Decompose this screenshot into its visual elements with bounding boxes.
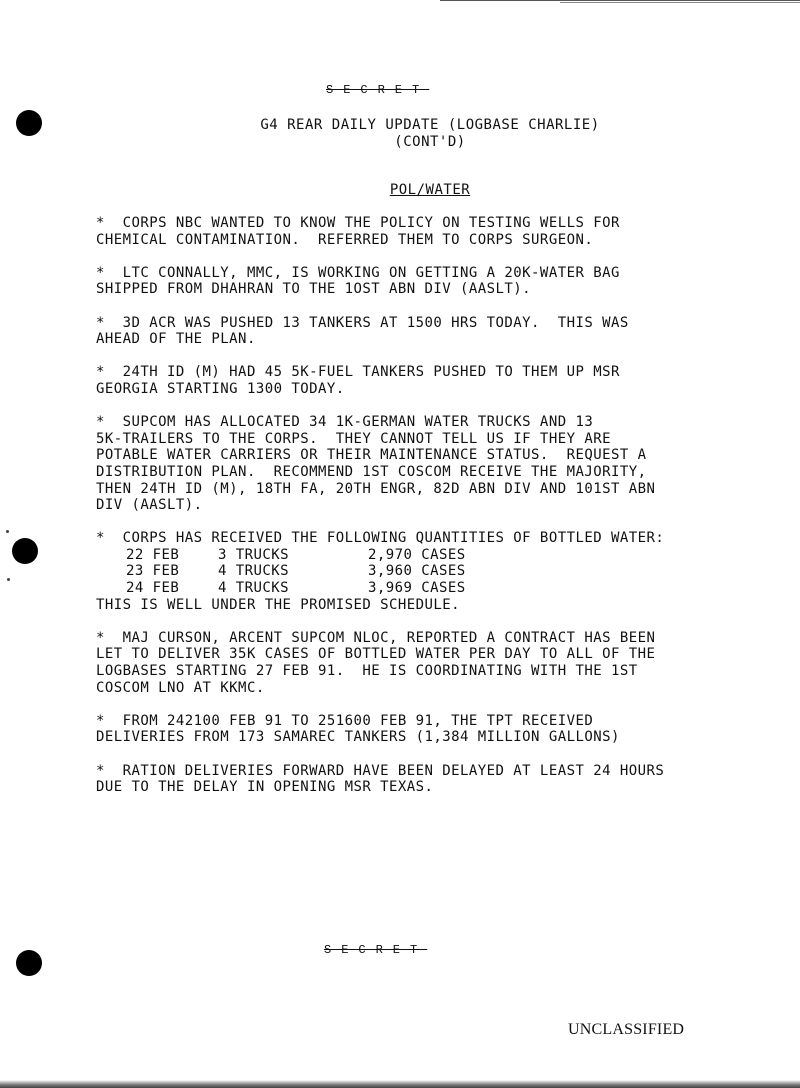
document-body: [96, 215, 756, 812]
bottled-water-intro: * CORPS HAS RECEIVED THE FOLLOWING QUANTITIES OF BOTTLED WATER:: [96, 530, 665, 547]
punch-hole-icon: [12, 538, 38, 564]
scan-speck: [7, 578, 10, 581]
classification-marking-top: SECRET: [326, 83, 430, 97]
water-trucks: 4 TRUCKS: [218, 563, 290, 580]
paragraph-supcom-trucks: * SUPCOM HAS ALLOCATED 34 1K-GERMAN WATER TRUCKS AND 13 5K-TRAILERS TO THE CORPS. THEY CANNOT TELL US IF THEY ARE POTABLE WATER CARRIERS OR THEIR MAINTENANCE STATUS. REQUEST A DISTRIBUTION PLAN. RECOMMEND 1ST COSCOM RECEIVE THE MAJORITY, THEN 24TH ID (M), 18TH FA, 20TH ENGR, 82D ABN DIV AND 101ST ABN DIV (AASLT).: [96, 414, 656, 514]
footer-marking: UNCLASSIFIED: [568, 1021, 685, 1038]
paragraph-24th-id: * 24TH ID (M) HAD 45 5K-FUEL TANKERS PUSHED TO THEM UP MSR GEORGIA STARTING 1300 TODAY.: [96, 364, 620, 397]
document-title-cont: (CONT'D): [394, 134, 466, 150]
water-cases: 2,970 CASES: [368, 546, 466, 563]
water-date: 23 FEB: [126, 563, 180, 580]
table-row: [96, 580, 466, 597]
paragraph-tpt-deliveries: * FROM 242100 FEB 91 TO 251600 FEB 91, THE TPT RECEIVED DELIVERIES FROM 173 SAMAREC TANKERS (1,384 MILLION GALLONS): [96, 712, 620, 746]
table-row: [96, 563, 466, 580]
water-trucks: 3 TRUCKS: [218, 546, 290, 563]
paragraph-3d-acr: * 3D ACR WAS PUSHED 13 TANKERS AT 1500 HRS TODAY. THIS WAS AHEAD OF THE PLAN.: [96, 314, 629, 348]
bottled-water-note: THIS IS WELL UNDER THE PROMISED SCHEDULE.: [96, 596, 461, 613]
paragraph-water-bag: * LTC CONNALLY, MMC, IS WORKING ON GETTING A 20K-WATER BAG SHIPPED FROM DHAHRAN TO THE 1OST ABN DIV (AASLT).: [96, 264, 620, 298]
water-cases: 3,969 CASES: [368, 580, 466, 597]
document-title: G4 REAR DAILY UPDATE (LOGBASE CHARLIE): [260, 117, 600, 133]
scan-edge-line: [440, 0, 800, 1]
water-trucks: 4 TRUCKS: [218, 580, 290, 597]
water-date: 24 FEB: [126, 580, 180, 597]
classification-marking-bottom: SECRET: [324, 943, 428, 957]
paragraph-ration-delay: * RATION DELIVERIES FORWARD HAVE BEEN DELAYED AT LEAST 24 HOURS DUE TO THE DELAY IN OPENING MSR TEXAS.: [96, 762, 665, 796]
bottled-water-block: [96, 530, 756, 613]
scan-speck: [6, 530, 9, 533]
water-date: 22 FEB: [126, 546, 180, 563]
bottled-water-table: [96, 547, 466, 597]
water-cases: 3,960 CASES: [368, 563, 466, 580]
paragraph-nbc-wells: * CORPS NBC WANTED TO KNOW THE POLICY ON TESTING WELLS FOR CHEMICAL CONTAMINATION. REFERRED THEM TO CORPS SURGEON.: [96, 215, 620, 248]
section-title: POL/WATER: [389, 182, 471, 198]
scan-bottom-edge: [0, 1080, 800, 1088]
punch-hole-icon: [16, 950, 42, 976]
table-row: [96, 547, 466, 564]
scan-edge-line: [560, 2, 800, 3]
paragraph-contract: * MAJ CURSON, ARCENT SUPCOM NLOC, REPORTED A CONTRACT HAS BEEN LET TO DELIVER 35K CASES OF BOTTLED WATER PER DAY TO ALL OF THE LOGBASES STARTING 27 FEB 91. HE IS COORDINATING WITH THE 1ST COSCOM LNO AT KKMC.: [96, 629, 656, 696]
